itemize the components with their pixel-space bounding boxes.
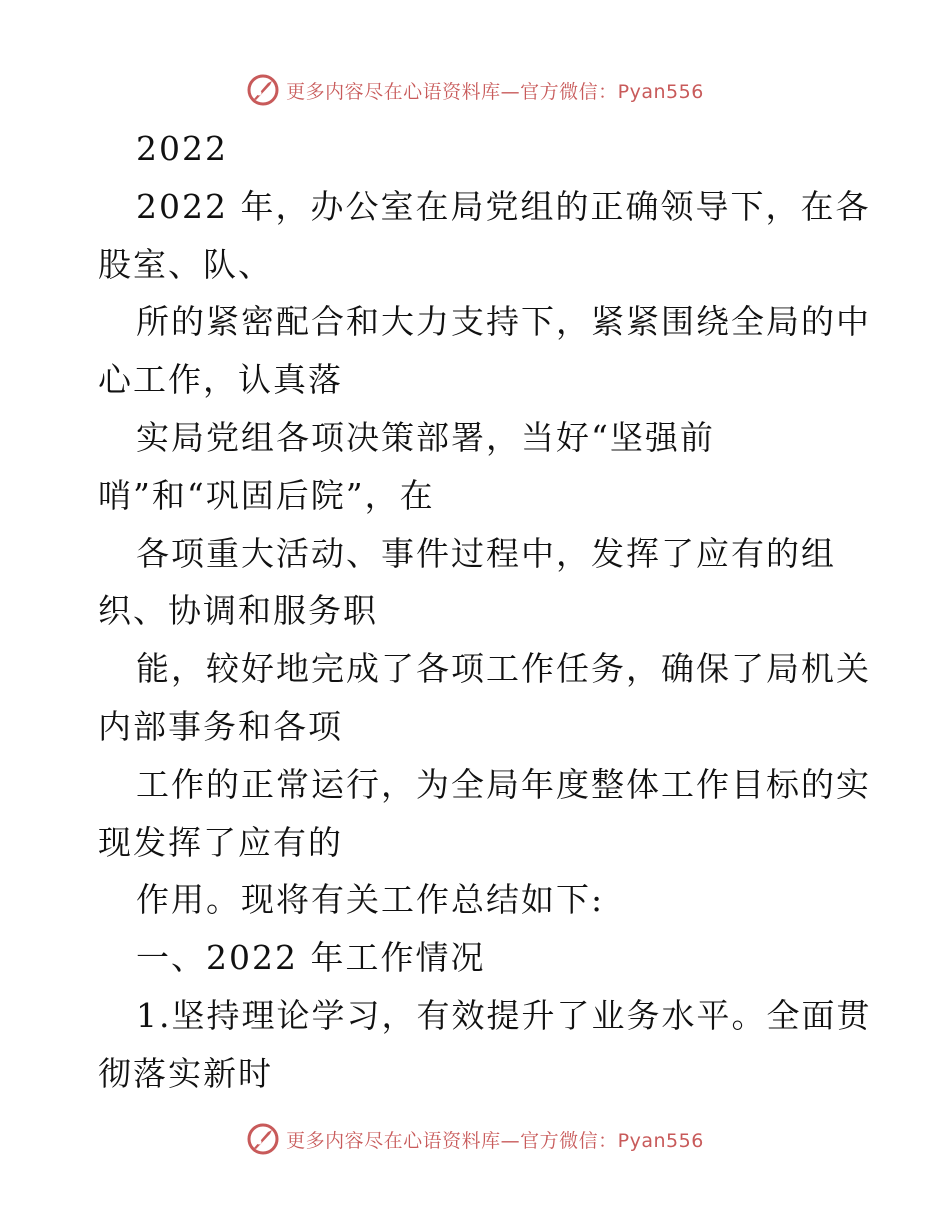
header-banner-text: 更多内容尽在心语资料库—官方微信：Pyan556 <box>286 80 704 103</box>
text-line: 各项重大活动、事件过程中，发挥了应有的组 <box>136 533 836 573</box>
quill-circle-logo-icon <box>246 1122 280 1156</box>
text-line: 哨”和“巩固后院”，在 <box>98 475 435 515</box>
text-line: 织、协调和服务职 <box>98 591 378 631</box>
header-banner <box>0 72 950 108</box>
footer-banner-text: 更多内容尽在心语资料库—官方微信：Pyan556 <box>286 1129 704 1152</box>
footer-banner <box>0 1121 950 1157</box>
text-line: 内部事务和各项 <box>98 706 343 746</box>
text-line: 1.坚持理论学习，有效提升了业务水平。全面贯 <box>136 995 872 1035</box>
text-line: 能，较好地完成了各项工作任务，确保了局机关 <box>136 649 871 689</box>
quill-circle-logo-icon <box>246 73 280 107</box>
text-line: 实局党组各项决策部署，当好“坚强前 <box>136 417 715 457</box>
text-line: 工作的正常运行，为全局年度整体工作目标的实 <box>136 764 871 804</box>
text-line: 2022 <box>136 129 228 168</box>
text-line: 作用。现将有关工作总结如下: <box>136 880 605 920</box>
text-line: 所的紧密配合和大力支持下，紧紧围绕全局的中 <box>136 302 871 342</box>
section-heading: 一、2022 年工作情况 <box>136 938 486 978</box>
text-line: 现发挥了应有的 <box>98 822 343 862</box>
text-line: 2022 年，办公室在局党组的正确领导下，在各 <box>136 186 871 226</box>
text-line: 股室、队、 <box>98 244 273 284</box>
text-line: 心工作，认真落 <box>98 360 343 400</box>
document-body <box>98 120 872 1103</box>
text-line: 彻落实新时 <box>98 1053 273 1093</box>
